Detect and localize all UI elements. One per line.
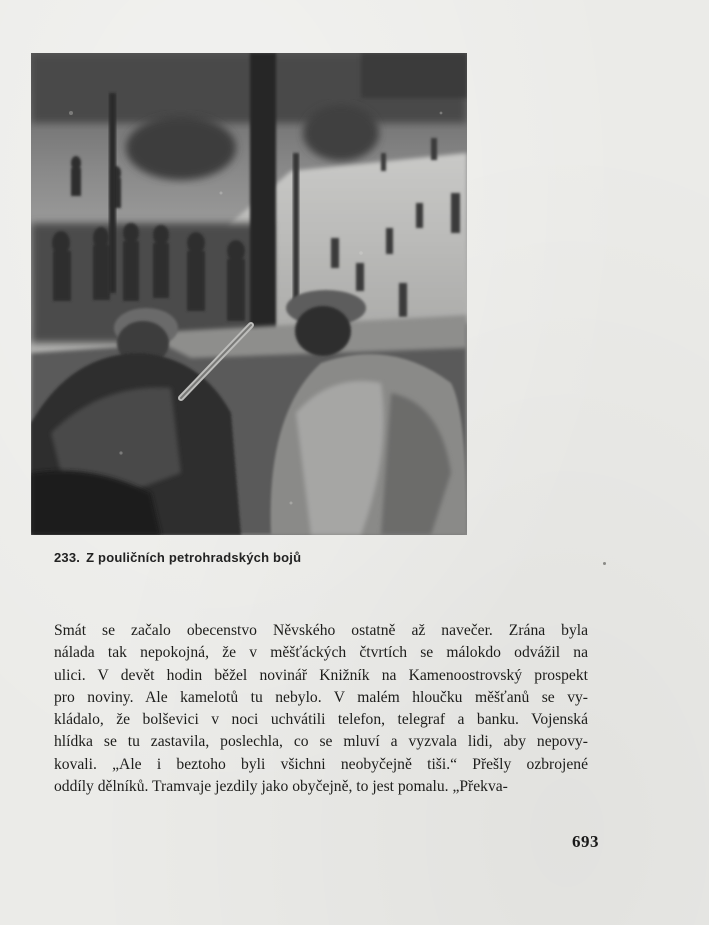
page-number: 693 xyxy=(572,832,599,851)
street-fighting-photograph xyxy=(31,53,467,535)
text-line: nálada tak nepokojná, že v měšťáckých čtvrtích se málokdo odvážil na xyxy=(54,644,588,662)
text-line: oddíly dělníků. Tramvaje jezdily jako obyčejně, to jest pomalu. „Překva- xyxy=(54,778,508,796)
text-line: kládalo, že bolševici v noci uchvátili telefon, telegraf a banku. Vojenská xyxy=(54,711,588,729)
paper-speck xyxy=(603,562,606,565)
text-line: ulici. V devět hodin běžel novinář Knižník na Kamenoostrovský prospekt xyxy=(54,666,588,684)
figure-caption xyxy=(54,550,301,565)
text-line: pro noviny. Ale kamelotů tu nebylo. V malém hloučku měšťanů se vy- xyxy=(54,688,588,706)
figure-number: 233. xyxy=(54,550,81,565)
text-line: Smát se začalo obecenstvo Něvského ostatně až navečer. Zrána byla xyxy=(54,622,588,639)
text-line: kovali. „Ale i beztoho byli všichni neobyčejně tiši.“ Přešly ozbrojené xyxy=(54,755,588,773)
text-line: hlídka se tu zastavila, poslechla, co se mluví a vyzvala lidi, aby nepovy- xyxy=(54,733,588,751)
figure-caption-text: Z pouličních petrohradských bojů xyxy=(86,550,302,565)
body-paragraph xyxy=(54,620,588,798)
